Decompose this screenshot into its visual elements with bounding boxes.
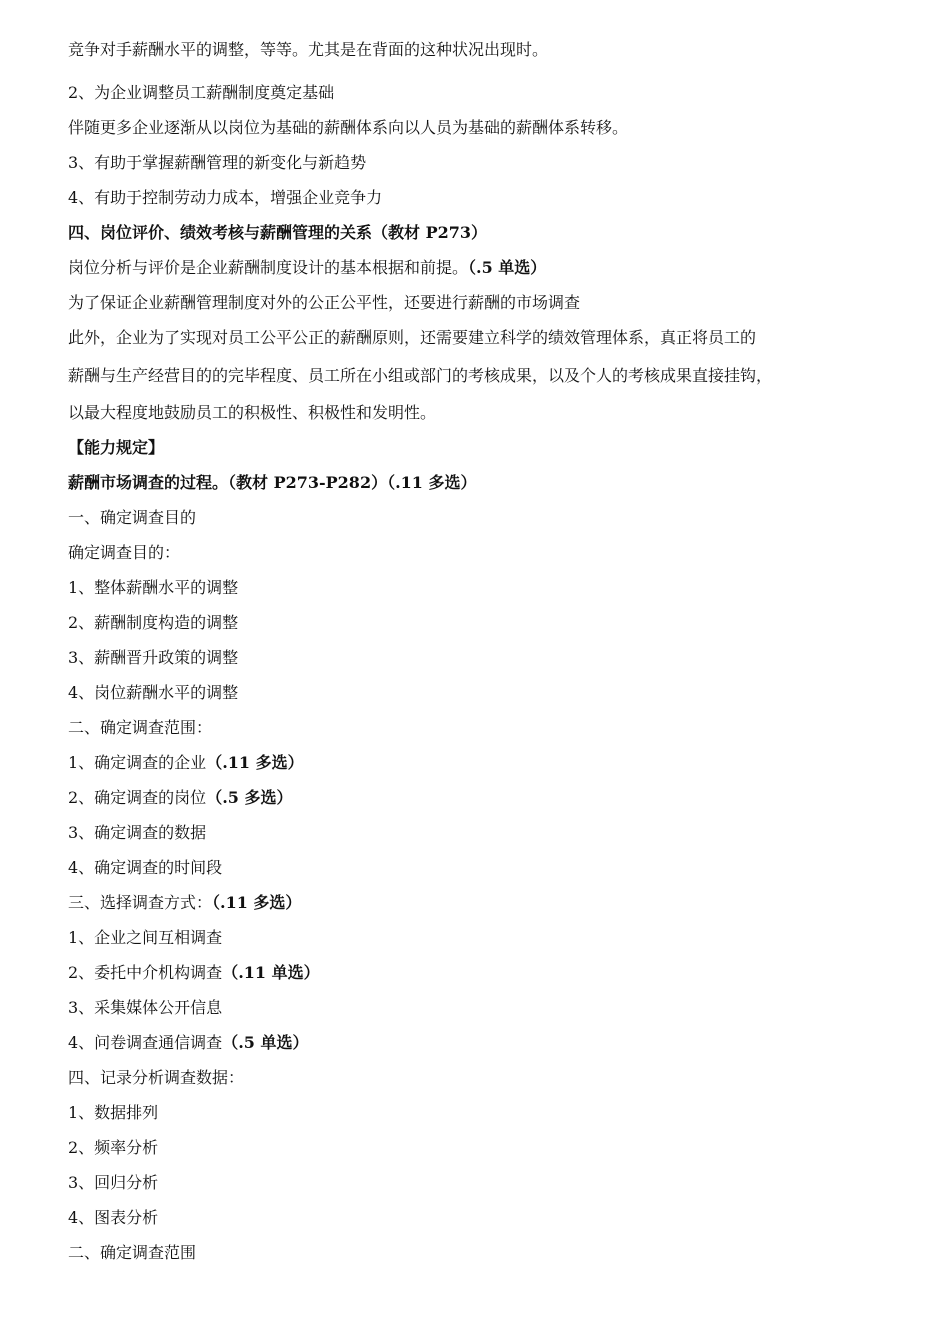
paragraph-line: 此外，企业为了实现对员工公平公正的薪酬原则，还需要建立科学的绩效管理体系，真正将员工的 <box>68 328 757 347</box>
subheading: 四、记录分析调查数据： <box>68 1068 245 1087</box>
paragraph-line: 伴随更多企业逐渐从以岗位为基础的薪酬体系向以人员为基础的薪酬体系转移。 <box>68 118 629 137</box>
exam-note: （.5 多选） <box>206 788 293 807</box>
list-item: 4、有助于控制劳动力成本，增强企业竞争力 <box>68 188 383 207</box>
subheading: 一、确定调查目的 <box>68 508 197 527</box>
list-item <box>68 753 304 773</box>
subheading: 二、确定调查范围： <box>68 718 213 737</box>
list-item: 4、确定调查的时间段 <box>68 858 223 877</box>
list-item: 3、采集媒体公开信息 <box>68 998 223 1017</box>
list-item <box>68 788 292 808</box>
list-item: 3、确定调查的数据 <box>68 823 207 842</box>
section-heading: 薪酬市场调查的过程。（教材 P273-P282）（.11 多选） <box>68 473 477 492</box>
subheading <box>68 893 301 913</box>
list-item: 3、有助于掌握薪酬管理的新变化与新趋势 <box>68 153 367 172</box>
list-item <box>68 963 320 983</box>
list-item: 1、整体薪酬水平的调整 <box>68 578 239 597</box>
list-item: 2、薪酬制度构造的调整 <box>68 613 239 632</box>
list-item: 3、回归分析 <box>68 1173 159 1192</box>
exam-note: （.11 多选） <box>212 893 302 912</box>
exam-note: （.5 单选） <box>222 1033 309 1052</box>
paragraph-line: 为了保证企业薪酬管理制度对外的公正公平性，还要进行薪酬的市场调查 <box>68 293 581 312</box>
list-item: 2、为企业调整员工薪酬制度奠定基础 <box>68 83 335 102</box>
line-text: 2、委托中介机构调查 <box>68 963 223 982</box>
paragraph-line: 竞争对手薪酬水平的调整，等等。尤其是在背面的这种状况出现时。 <box>68 40 549 59</box>
line-text: 岗位分析与评价是企业薪酬制度设计的基本根据和前提。 <box>68 258 469 277</box>
paragraph-line: 确定调查目的： <box>68 543 181 562</box>
paragraph-line: 以最大程度地鼓励员工的积极性、积极性和发明性。 <box>68 403 437 422</box>
section-heading: 四、岗位评价、绩效考核与薪酬管理的关系（教材 P273） <box>68 223 488 242</box>
paragraph-line <box>68 258 546 278</box>
list-item: 4、岗位薪酬水平的调整 <box>68 683 239 702</box>
line-text: 1、确定调查的企业 <box>68 753 207 772</box>
list-item: 1、企业之间互相调查 <box>68 928 223 947</box>
line-text: 2、确定调查的岗位 <box>68 788 207 807</box>
list-item: 2、频率分析 <box>68 1138 159 1157</box>
exam-note: （.5 单选） <box>468 258 547 277</box>
list-item: 1、数据排列 <box>68 1103 159 1122</box>
subheading: 二、确定调查范围 <box>68 1243 197 1262</box>
list-item: 4、图表分析 <box>68 1208 159 1227</box>
paragraph-line: 薪酬与生产经营目的的完毕程度、员工所在小组或部门的考核成果，以及个人的考核成果直接挂钩， <box>68 366 773 385</box>
exam-note: （.11 单选） <box>222 963 320 982</box>
line-text: 4、问卷调查通信调查 <box>68 1033 223 1052</box>
list-item <box>68 1033 308 1053</box>
exam-note: （.11 多选） <box>206 753 304 772</box>
section-heading: 【能力规定】 <box>68 438 165 457</box>
line-text: 三、选择调查方式： <box>68 893 213 912</box>
list-item: 3、薪酬晋升政策的调整 <box>68 648 239 667</box>
